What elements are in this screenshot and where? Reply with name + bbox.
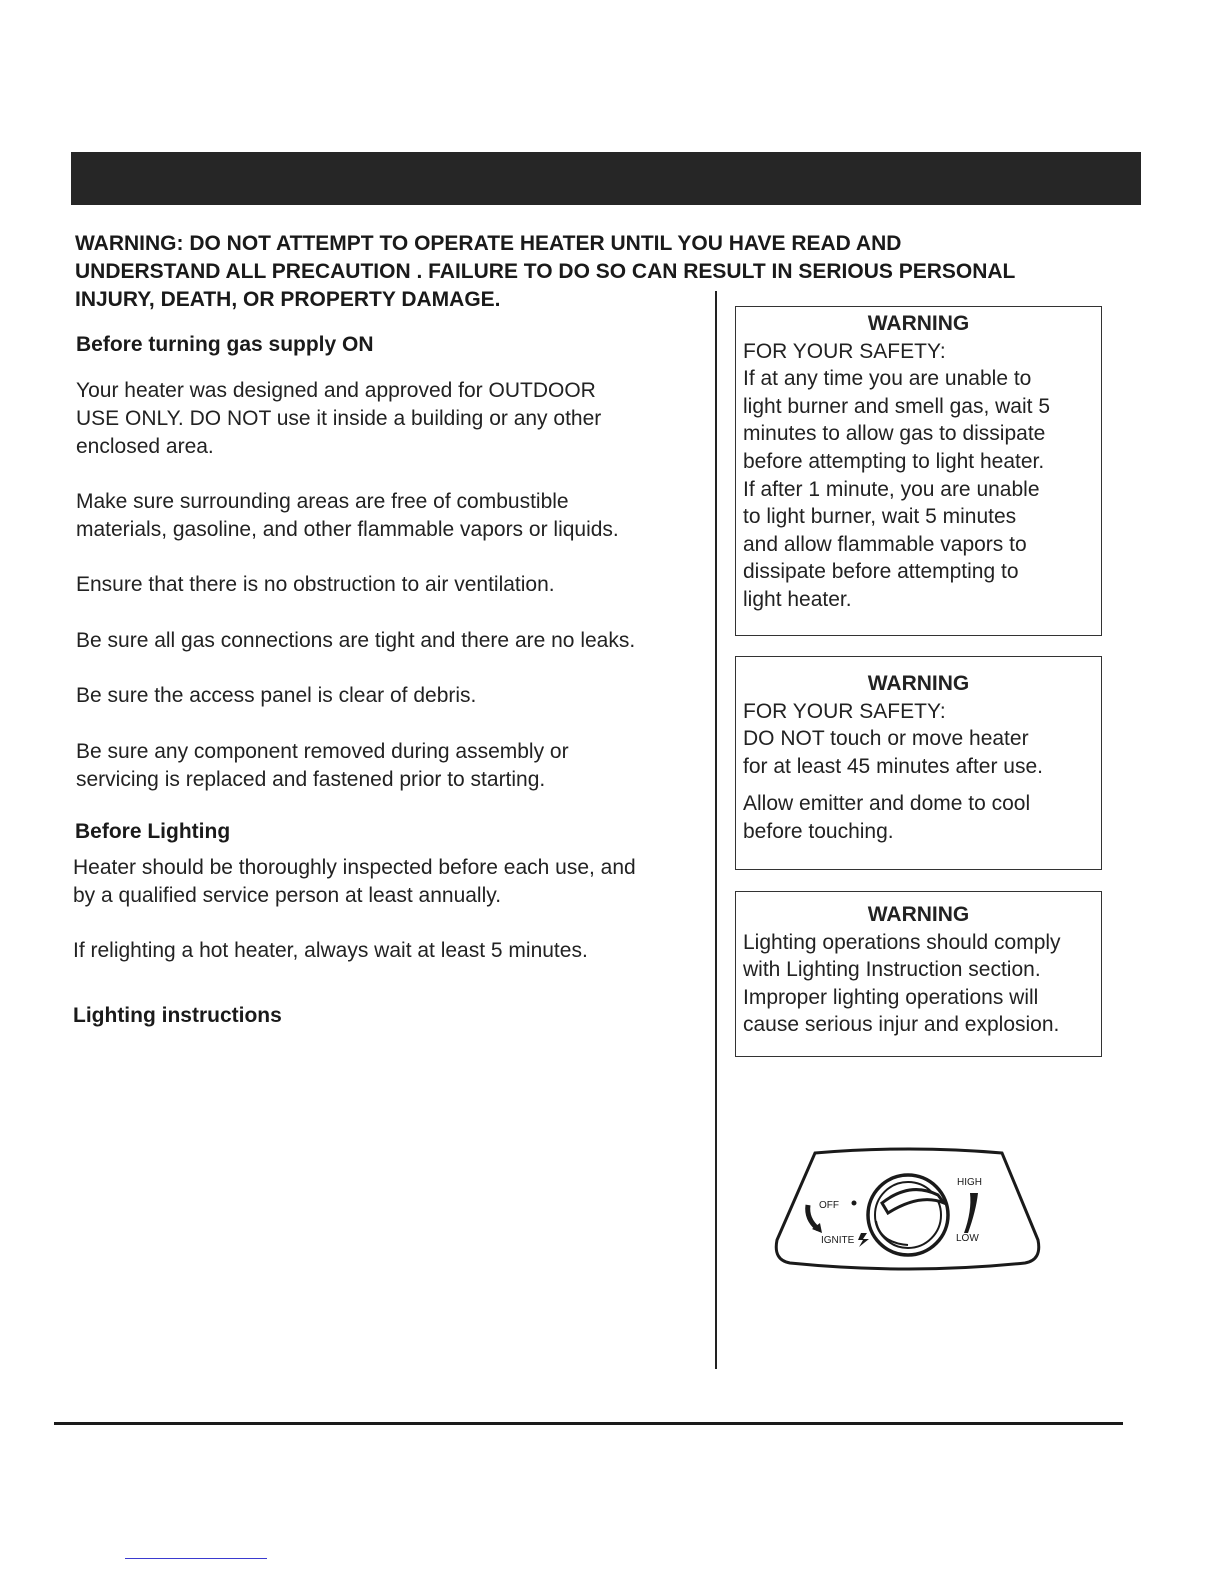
warning-line: Allow emitter and dome to cool [743, 792, 1031, 816]
warning-line: If after 1 minute, you are unable [743, 477, 1040, 501]
section-header-bar [71, 152, 1141, 205]
control-knob-illustration [770, 1145, 1045, 1275]
warning-box-hot-heater [735, 656, 1102, 870]
paragraph-combustibles [76, 488, 619, 544]
warning-line: FOR YOUR SAFETY: [743, 339, 946, 363]
text-line: materials, gasoline, and other flammable vapors or liquids. [76, 518, 619, 541]
warning-line: FOR YOUR SAFETY: [743, 699, 946, 723]
text-line: Make sure surrounding areas are free of combustible [76, 490, 569, 513]
dial-label-ignite: IGNITE [821, 1235, 855, 1246]
warning-line: to light burner, wait 5 minutes [743, 505, 1017, 529]
warning-line: Lighting operations should comply [743, 930, 1061, 954]
footer-link-underline [125, 1558, 267, 1559]
main-warning-line: INJURY, DEATH, OR PROPERTY DAMAGE. [75, 288, 501, 311]
dial-off-dot [852, 1201, 857, 1206]
dial-label-high: HIGH [957, 1177, 982, 1188]
paragraph-access-panel: Be sure the access panel is clear of debris. [76, 684, 477, 707]
text-line: enclosed area. [76, 435, 214, 458]
text-line: Be sure any component removed during assembly or [76, 740, 569, 763]
warning-line: minutes to allow gas to dissipate [743, 422, 1046, 446]
warning-box-gas-smell [735, 306, 1102, 636]
warning-title: WARNING [867, 312, 970, 335]
warning-line: with Lighting Instruction section. [743, 958, 1041, 982]
text-line: by a qualified service person at least annually. [73, 884, 502, 907]
warning-line: light burner and smell gas, wait 5 [743, 394, 1050, 418]
heading-before-gas: Before turning gas supply ON [76, 333, 374, 356]
main-warning-line: UNDERSTAND ALL PRECAUTION . FAILURE TO DO SO CAN RESULT IN SERIOUS PERSONAL [75, 260, 1016, 283]
text-line: Your heater was designed and approved for OUTDOOR [76, 379, 596, 402]
paragraph-gas-connections: Be sure all gas connections are tight and there are no leaks. [76, 629, 636, 652]
dial-label-off: OFF [819, 1200, 839, 1211]
text-line: servicing is replaced and fastened prior to starting. [76, 768, 546, 791]
warning-line: before touching. [743, 819, 894, 843]
paragraph-ventilation: Ensure that there is no obstruction to air ventilation. [76, 573, 555, 596]
warning-line: before attempting to light heater. [743, 449, 1045, 473]
paragraph-relighting: If relighting a hot heater, always wait at least 5 minutes. [73, 939, 588, 962]
warning-line: If at any time you are unable to [743, 367, 1032, 391]
warning-line: and allow flammable vapors to [743, 532, 1027, 556]
column-divider [715, 291, 717, 1369]
text-line: Heater should be thoroughly inspected before each use, and [73, 856, 636, 879]
main-warning [75, 230, 1135, 314]
warning-line: cause serious injur and explosion. [743, 1013, 1060, 1037]
footer-rule [54, 1422, 1123, 1425]
main-warning-line: WARNING: DO NOT ATTEMPT TO OPERATE HEATER UNTIL YOU HAVE READ AND [75, 232, 902, 255]
warning-line: Improper lighting operations will [743, 985, 1039, 1009]
warning-line: DO NOT touch or move heater [743, 727, 1029, 751]
paragraph-components [76, 738, 569, 794]
warning-box-lighting-ops [735, 891, 1102, 1057]
paragraph-inspection [73, 854, 636, 910]
warning-line: dissipate before attempting to [743, 560, 1019, 584]
warning-line: for at least 45 minutes after use. [743, 754, 1043, 778]
text-line: USE ONLY. DO NOT use it inside a building or any other [76, 407, 602, 430]
heading-lighting-instructions: Lighting instructions [73, 1004, 282, 1027]
warning-title: WARNING [867, 903, 970, 926]
warning-title: WARNING [867, 672, 970, 695]
dial-label-low: LOW [956, 1233, 979, 1244]
paragraph-outdoor-use [76, 377, 601, 461]
heading-before-lighting: Before Lighting [75, 820, 231, 843]
warning-line: light heater. [743, 587, 852, 611]
